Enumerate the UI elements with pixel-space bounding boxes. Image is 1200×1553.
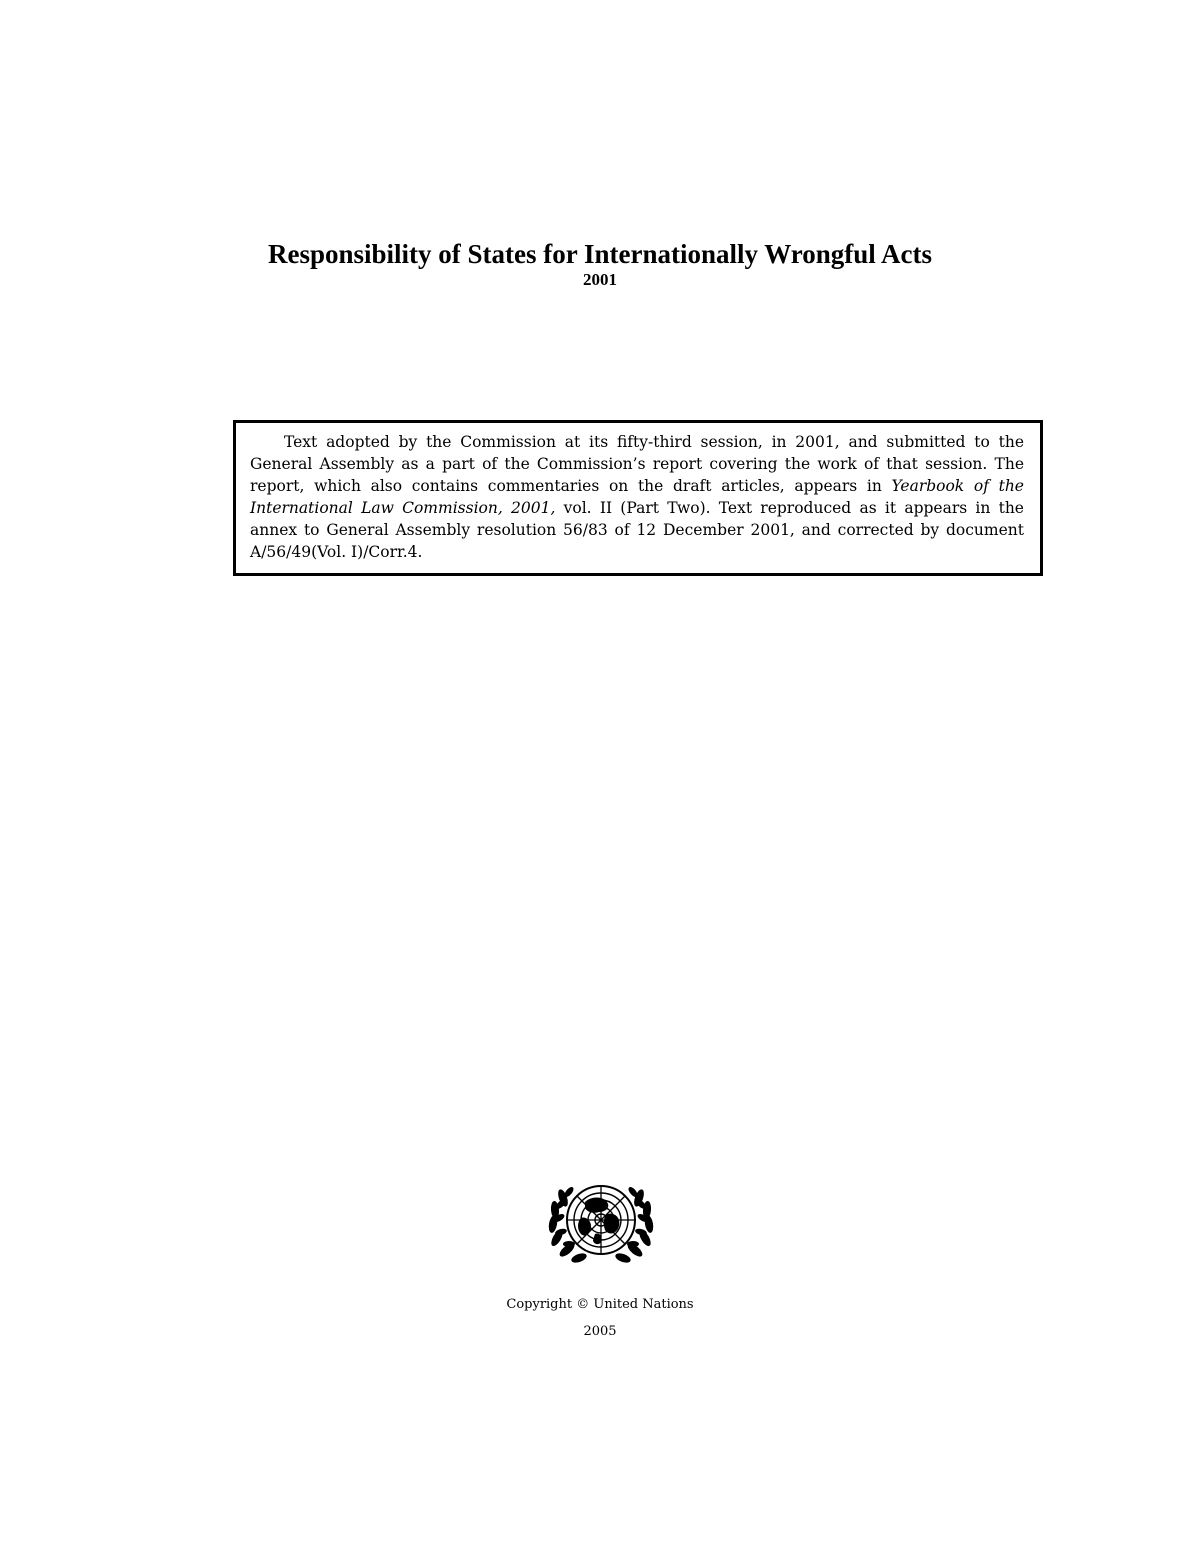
note-text-italic-title: Yearbook of the International Law Commission, 2001,: [250, 477, 1024, 517]
document-title: Responsibility of States for Internationally Wrongful Acts: [267, 239, 933, 269]
note-text-part-1: Text adopted by the Commission at its fifty-third session, in 2001, and submitted to the General Assembly as a part of the Commission’s report covering the work of that session. The report, which also contains commentaries on the draft articles, appears in: [250, 433, 1024, 495]
copyright-year: 2005: [583, 1324, 617, 1339]
copyright-text: Copyright © United Nations: [506, 1297, 694, 1312]
note-text: [250, 431, 1024, 563]
un-emblem-icon: [545, 1172, 657, 1272]
note-box: [233, 420, 1043, 576]
note-text-part-2: vol. II (Part Two). Text reproduced as it appears in the annex to General Assembly resolution 56/83 of 12 December 2001, and corrected by document A/56/49(Vol. I)/Corr.4.: [250, 499, 1024, 561]
document-year: 2001: [583, 270, 617, 289]
